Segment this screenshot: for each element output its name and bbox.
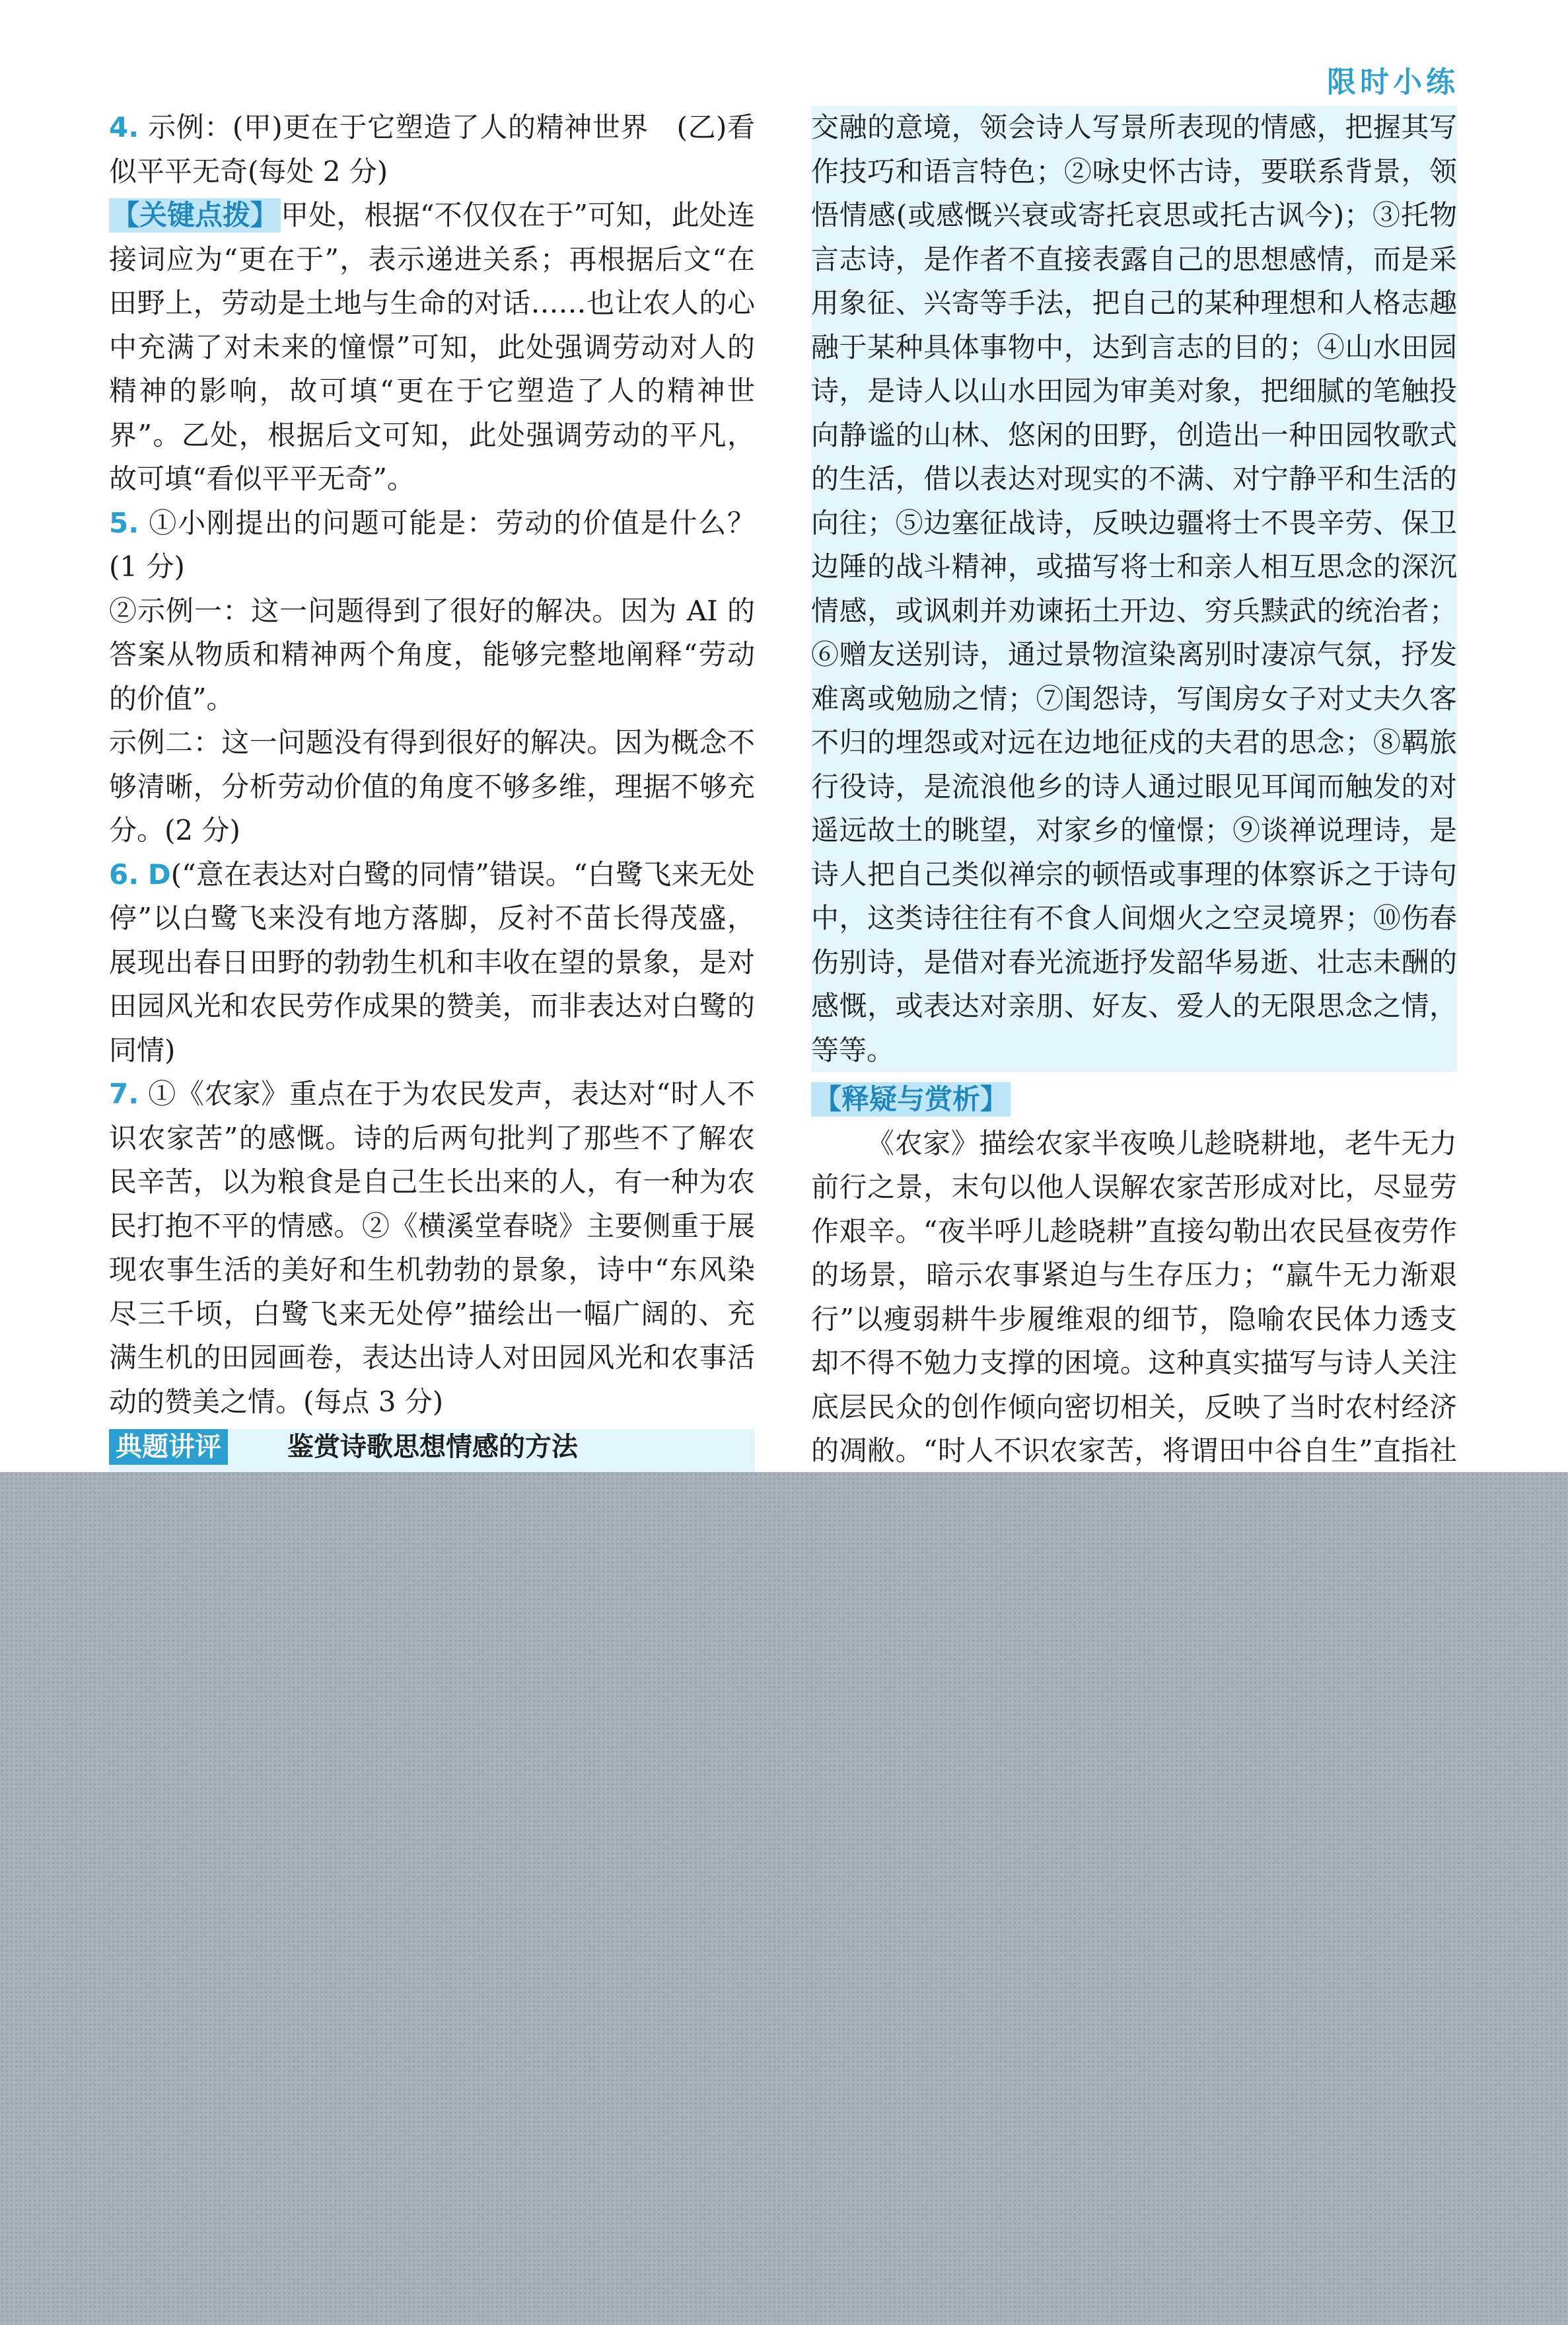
lecture-section-tag: 典题讲评 (109, 1429, 228, 1465)
answer-5-line-2: ②示例一：这一问题得到了很好的解决。因为 AI 的答案从物质和精神两个角度，能够完整地阐释“劳动的价值”。 (109, 594, 755, 715)
answer-7-number: 7. (109, 1078, 139, 1110)
answer-7 (109, 1072, 755, 1424)
key-point-note (109, 194, 755, 501)
answer-7-text: ①《农家》重点在于为农民发声，表达对“时人不识农家苦”的感慨。诗的后两句批判了那些不了解农民辛苦，以为粮食是自己生长出来的人，有一种为农民打抱不平的情感。②《横溪堂春晓》主要侧重于展现农事生活的美好和生机勃勃的景象，诗中“东风染尽三千顷，白鹭飞来无处停”描绘出一幅广阔的、充满生机的田园画卷，表达出诗人对田园风光和农事活动的赞美之情。(每点 3 分) (109, 1078, 755, 1418)
analysis-tag: 【释疑与赏析】 (811, 1082, 1011, 1117)
answer-4 (109, 106, 755, 194)
key-point-text: 甲处，根据“不仅仅在于”可知，此处连接词应为“更在于”，表示递进关系；再根据后文“在田野上，劳动是土地与生命的对话……也让农人的心中充满了对未来的憧憬”可知，此处强调劳动对人的精神的影响，故可填“更在于它塑造了人的精神世界”。乙处，根据后文可知，此处强调劳动的平凡，故可填“看似平平无奇”。 (109, 199, 755, 495)
lecture-section-header (109, 1429, 755, 1465)
key-point-tag: 【关键点拨】 (109, 198, 281, 233)
answer-6-text: (“意在表达对白鹭的同情”错误。“白鹭飞来无处停”以白鹭飞来没有地方落脚，反衬不苗长得茂盛，展现出春日田野的勃勃生机和丰收在望的景象，是对田园风光和农民劳作成果的赞美，而非表达对白鹭的同情) (109, 858, 755, 1066)
gray-overlay (0, 1472, 1568, 2325)
answer-4-number: 4. (109, 111, 139, 143)
answer-5-number: 5. (109, 506, 139, 539)
answer-6 (109, 853, 755, 1073)
page-header-title: 限时小练 (1327, 65, 1459, 99)
answer-5-line-1: ①小刚提出的问题可能是：劳动的价值是什么？(1 分) (109, 506, 755, 583)
answer-6-choice: D (147, 858, 171, 891)
analysis-header (811, 1078, 1457, 1122)
answer-4-text: 示例：(甲)更在于它塑造了人的精神世界 (乙)看似平平无奇(每处 2 分) (109, 111, 755, 188)
left-column (109, 106, 755, 1641)
right-column (811, 106, 1457, 1649)
answer-6-number: 6. (109, 858, 139, 891)
answer-5-part-1 (109, 501, 755, 589)
lecture-section-title: 鉴赏诗歌思想情感的方法 (287, 1431, 578, 1462)
answer-5-line-3: 示例二：这一问题没有得到很好的解决。因为概念不够清晰，分析劳动价值的角度不够多维，理据不够充分。(2 分) (109, 726, 755, 846)
analysis-text: 《农家》描绘农家半夜唤儿趁晓耕地，老牛无力前行之景，末句以他人误解农家苦形成对比，尽显劳作艰辛。“夜半呼儿趁晓耕”直接勾勒出农民昼夜劳作的场景，暗示农事紧迫与生存压力；“羸牛无力渐艰行”以瘦弱耕牛步履维艰的细节，隐喻农民体力透支却不得不勉力支撑的困境。这种真实描写与诗人关注底层民众的创作倾向密切相关，反映了当时农村经济的凋敝。“时人不识农家苦，将谓田中谷自生”直指社 (811, 1126, 1457, 1467)
method-list-text: 交融的意境，领会诗人写景所表现的情感，把握其写作技巧和语言特色；②咏史怀古诗，要联系背景，领悟情感(或感慨兴衰或寄托哀思或托古讽今)；③托物言志诗，是作者不直接表露自己的思想感情，而是采用象征、兴寄等手法，把自己的某种理想和人格志趣融于某种具体事物中，达到言志的目的；④山水田园诗，是诗人以山水田园为审美对象，把细腻的笔触投向静谧的山林、悠闲的田野，创造出一种田园牧歌式的生活，借以表达对现实的不满、对宁静平和生活的向往；⑤边塞征战诗，反映边疆将士不畏辛劳、保卫边陲的战斗精神，或描写将士和亲人相互思念的深沉情感，或讽刺并劝谏拓土开边、穷兵黩武的统治者；⑥赠友送别诗，通过景物渲染离别时凄凉气氛，抒发难离或勉励之情；⑦闺怨诗，写闺房女子对丈夫久客不归的埋怨或对远在边地征戍的夫君的思念；⑧羁旅行役诗，是流浪他乡的诗人通过眼见耳闻而触发的对遥远故土的眺望，对家乡的憧憬；⑨谈禅说理诗，是诗人把自己类似禅宗的顿悟或事理的体察诉之于诗句中，这类诗往往有不食人间烟火之空灵境界；⑩伤春伤别诗，是借对春光流逝抒发韶华易逝、壮志未酬的感慨，或表达对亲朋、好友、爱人的无限思念之情，等等。 (811, 106, 1457, 1072)
